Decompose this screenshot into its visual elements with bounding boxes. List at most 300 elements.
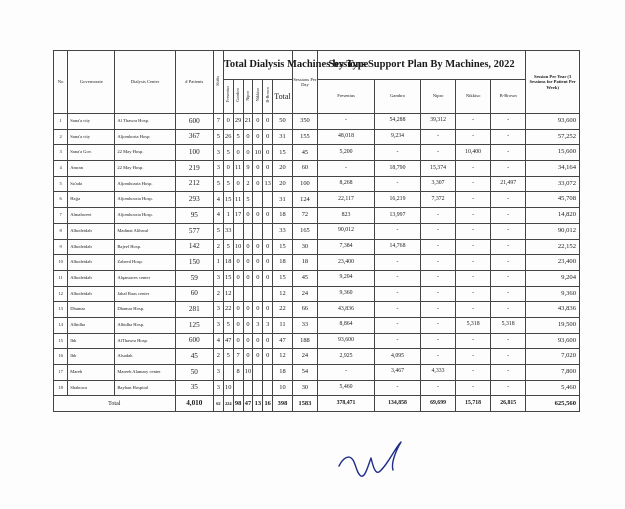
row-sessions-per-year: 23,400 (526, 255, 580, 271)
row-no: 1 (54, 114, 68, 130)
row-governorate: Hajja (68, 192, 115, 208)
row-machine-nikkiso: 10 (253, 145, 263, 161)
row-patients: 45 (175, 349, 213, 365)
row-shifts: 3 (213, 317, 223, 333)
row-machine-gambro: 0 (233, 333, 243, 349)
row-shifts: 3 (213, 145, 223, 161)
row-sessions-per-year: 43,836 (526, 302, 580, 318)
row-machine-fresenius (223, 365, 233, 381)
header-sessions-nipro: Nipro (421, 80, 456, 114)
row-machine-bbrown: 0 (263, 145, 273, 161)
row-sessions-nikkiso: - (456, 114, 491, 130)
table-row (54, 317, 580, 333)
totals-machine-fresenius: 224 (223, 396, 233, 412)
row-machine-bbrown (263, 286, 273, 302)
row-center: Al Thawra Hosp. (115, 114, 175, 130)
row-sessions-bbrown: - (491, 208, 526, 224)
row-sessions-fresenius: 9,204 (318, 270, 375, 286)
row-governorate: Alhodeidah (68, 223, 115, 239)
row-machines-total: 20 (273, 161, 293, 177)
header-sessions-bbrown: B-Brown (491, 80, 526, 114)
row-sessions-nikkiso: - (456, 349, 491, 365)
row-machine-bbrown: 0 (263, 161, 273, 177)
row-sessions-gambro: 18,790 (375, 161, 421, 177)
row-machines-total: 15 (273, 270, 293, 286)
row-sessions-gambro: 54,288 (375, 114, 421, 130)
row-machine-nipro: 9 (243, 161, 253, 177)
row-machine-nikkiso: 0 (253, 161, 263, 177)
row-sessions-nipro: 4,333 (421, 365, 456, 381)
row-no: 11 (54, 270, 68, 286)
row-machine-fresenius: 5 (223, 176, 233, 192)
totals-sessions-per-day: 1583 (292, 396, 317, 412)
row-machine-bbrown (263, 380, 273, 396)
row-patients: 219 (175, 161, 213, 177)
row-sessions-nikkiso: - (456, 255, 491, 271)
row-sessions-per-year: 93,600 (526, 333, 580, 349)
row-machine-bbrown: 13 (263, 176, 273, 192)
row-machine-fresenius: 10 (223, 380, 233, 396)
row-machine-bbrown: 3 (263, 317, 273, 333)
header-machine-nikkiso: Nikkiso (253, 80, 263, 114)
row-machines-total: 50 (273, 114, 293, 130)
row-sessions-fresenius: - (318, 114, 375, 130)
row-patients: 367 (175, 129, 213, 145)
row-machine-gambro: 5 (233, 129, 243, 145)
row-sessions-nikkiso: - (456, 380, 491, 396)
header-machines-total: Total (273, 80, 293, 114)
row-sessions-nikkiso: - (456, 302, 491, 318)
row-machines-total: 18 (273, 255, 293, 271)
row-governorate: Alhodeidah (68, 270, 115, 286)
row-machine-gambro: 0 (233, 270, 243, 286)
row-sessions-per-year: 19,500 (526, 317, 580, 333)
row-machine-gambro: 11 (233, 161, 243, 177)
row-sessions-bbrown: - (491, 145, 526, 161)
row-machine-fresenius: 5 (223, 317, 233, 333)
row-machines-total: 18 (273, 365, 293, 381)
row-sessions-gambro: 4,095 (375, 349, 421, 365)
row-sessions-fresenius: 2,925 (318, 349, 375, 365)
row-machine-nikkiso: 0 (253, 114, 263, 130)
row-center: Aljomhooria Hosp. (115, 208, 175, 224)
row-no: 12 (54, 286, 68, 302)
row-center: 22 May Hosp. (115, 145, 175, 161)
row-machine-fresenius: 47 (223, 333, 233, 349)
row-machine-bbrown: 0 (263, 129, 273, 145)
row-sessions-per-year: 93,600 (526, 114, 580, 130)
header-machine-bbrown: B-Brown (263, 80, 273, 114)
row-sessions-fresenius: 48,018 (318, 129, 375, 145)
table-row (54, 161, 580, 177)
row-sessions-per-day: 72 (292, 208, 317, 224)
row-no: 7 (54, 208, 68, 224)
row-machine-nipro (243, 223, 253, 239)
row-machines-total: 47 (273, 333, 293, 349)
table-row (54, 286, 580, 302)
row-machine-gambro: 0 (233, 145, 243, 161)
row-sessions-per-year: 7,020 (526, 349, 580, 365)
row-sessions-per-day: 188 (292, 333, 317, 349)
row-patients: 600 (175, 114, 213, 130)
header-sessions-gambro: Gambro (375, 80, 421, 114)
row-sessions-nipro: - (421, 270, 456, 286)
row-sessions-per-day: 54 (292, 365, 317, 381)
row-no: 3 (54, 145, 68, 161)
table-row (54, 223, 580, 239)
table-row (54, 255, 580, 271)
row-machine-bbrown: 0 (263, 349, 273, 365)
row-machine-gambro: 0 (233, 317, 243, 333)
row-no: 15 (54, 333, 68, 349)
row-machine-fresenius: 0 (223, 114, 233, 130)
row-sessions-nipro: - (421, 129, 456, 145)
row-sessions-nipro: - (421, 349, 456, 365)
row-machine-bbrown (263, 365, 273, 381)
row-machine-nikkiso: 0 (253, 129, 263, 145)
row-machine-fresenius: 5 (223, 349, 233, 365)
row-sessions-nipro: 7,372 (421, 192, 456, 208)
row-shifts: 2 (213, 349, 223, 365)
row-sessions-nipro: - (421, 208, 456, 224)
row-machine-gambro: 0 (233, 302, 243, 318)
row-machines-total: 10 (273, 380, 293, 396)
row-sessions-nikkiso: - (456, 161, 491, 177)
row-machine-fresenius: 1 (223, 208, 233, 224)
row-machine-nipro: 5 (243, 192, 253, 208)
row-sessions-gambro: 3,467 (375, 365, 421, 381)
row-machine-bbrown (263, 192, 273, 208)
row-sessions-per-year: 9,204 (526, 270, 580, 286)
row-sessions-nipro: - (421, 302, 456, 318)
row-no: 2 (54, 129, 68, 145)
row-patients: 212 (175, 176, 213, 192)
row-sessions-nipro: 3,307 (421, 176, 456, 192)
row-shifts: 5 (213, 129, 223, 145)
row-machine-nipro: 0 (243, 270, 253, 286)
row-machine-gambro (233, 380, 243, 396)
row-sessions-per-year: 5,460 (526, 380, 580, 396)
totals-machine-bbrown: 16 (263, 396, 273, 412)
row-center: Aljomhooria Hosp. (115, 192, 175, 208)
row-governorate: Sa'ada (68, 176, 115, 192)
row-machine-nikkiso: 0 (253, 349, 263, 365)
row-sessions-bbrown: - (491, 380, 526, 396)
header-shifts: Shifts (213, 51, 223, 114)
totals-sessions-nikkiso: 15,718 (456, 396, 491, 412)
row-sessions-nikkiso: - (456, 223, 491, 239)
row-machines-total: 12 (273, 349, 293, 365)
row-no: 5 (54, 176, 68, 192)
row-machines-total: 20 (273, 176, 293, 192)
row-no: 4 (54, 161, 68, 177)
table-row (54, 365, 580, 381)
row-governorate: Almahweet (68, 208, 115, 224)
row-sessions-bbrown: 21,497 (491, 176, 526, 192)
row-sessions-bbrown: - (491, 302, 526, 318)
row-sessions-nikkiso: - (456, 176, 491, 192)
row-sessions-gambro: - (375, 176, 421, 192)
row-machine-nikkiso: 0 (253, 255, 263, 271)
row-machine-nipro: 0 (243, 333, 253, 349)
row-sessions-fresenius: 8,864 (318, 317, 375, 333)
row-sessions-per-day: 350 (292, 114, 317, 130)
row-sessions-nikkiso: - (456, 129, 491, 145)
row-machine-nipro (243, 286, 253, 302)
row-center: Bajeel Hosp. (115, 239, 175, 255)
row-sessions-per-year: 7,800 (526, 365, 580, 381)
row-sessions-fresenius: 90,012 (318, 223, 375, 239)
row-machine-nipro: 0 (243, 317, 253, 333)
row-sessions-per-year: 45,708 (526, 192, 580, 208)
row-sessions-nipro: 39,312 (421, 114, 456, 130)
row-sessions-gambro: - (375, 380, 421, 396)
row-center: AlThawra Hosp. (115, 333, 175, 349)
row-governorate: Alhodeidah (68, 239, 115, 255)
row-sessions-nikkiso: - (456, 192, 491, 208)
row-machine-fresenius: 33 (223, 223, 233, 239)
row-no: 8 (54, 223, 68, 239)
row-patients: 35 (175, 380, 213, 396)
row-sessions-fresenius: - (318, 161, 375, 177)
row-sessions-bbrown: - (491, 114, 526, 130)
row-governorate: Alhodeidah (68, 255, 115, 271)
row-no: 13 (54, 302, 68, 318)
totals-sessions-nipro: 69,699 (421, 396, 456, 412)
row-machine-fresenius: 0 (223, 161, 233, 177)
row-sessions-per-day: 45 (292, 270, 317, 286)
row-governorate: Ibb (68, 333, 115, 349)
row-machines-total: 31 (273, 192, 293, 208)
row-machine-nipro: 0 (243, 239, 253, 255)
row-sessions-nikkiso: 10,400 (456, 145, 491, 161)
row-machines-total: 31 (273, 129, 293, 145)
header-machine-nipro: Nipro (243, 80, 253, 114)
row-no: 16 (54, 349, 68, 365)
row-sessions-gambro: 16,219 (375, 192, 421, 208)
header-machine-gambro: Gambro (233, 80, 243, 114)
row-sessions-gambro: - (375, 270, 421, 286)
row-machine-gambro (233, 223, 243, 239)
row-machine-nipro: 0 (243, 302, 253, 318)
table-row (54, 302, 580, 318)
row-patients: 150 (175, 255, 213, 271)
row-sessions-fresenius: 5,200 (318, 145, 375, 161)
row-no: 9 (54, 239, 68, 255)
row-machine-nikkiso: 0 (253, 302, 263, 318)
row-sessions-bbrown: - (491, 239, 526, 255)
row-machine-nikkiso: 0 (253, 270, 263, 286)
row-sessions-per-day: 24 (292, 349, 317, 365)
header-governorate: Governorate (68, 51, 115, 114)
row-center: Jabal Raas center (115, 286, 175, 302)
row-sessions-gambro: 9,234 (375, 129, 421, 145)
row-governorate: Albidha (68, 317, 115, 333)
row-sessions-gambro: - (375, 286, 421, 302)
row-sessions-nikkiso: - (456, 365, 491, 381)
row-machine-fresenius: 22 (223, 302, 233, 318)
row-shifts: 3 (213, 270, 223, 286)
row-machine-bbrown: 0 (263, 302, 273, 318)
row-machine-nikkiso (253, 380, 263, 396)
row-patients: 50 (175, 365, 213, 381)
row-sessions-bbrown: - (491, 270, 526, 286)
row-machine-nipro: 10 (243, 365, 253, 381)
row-machine-nipro: 0 (243, 255, 253, 271)
row-sessions-per-year: 9,360 (526, 286, 580, 302)
dialysis-sessions-table (53, 50, 580, 412)
row-machine-fresenius: 15 (223, 192, 233, 208)
row-machine-bbrown (263, 223, 273, 239)
totals-sessions-fresenius: 378,471 (318, 396, 375, 412)
row-sessions-fresenius: 823 (318, 208, 375, 224)
row-shifts: 4 (213, 208, 223, 224)
row-machine-nikkiso (253, 223, 263, 239)
row-machine-nipro: 0 (243, 349, 253, 365)
row-sessions-nipro: 15,374 (421, 161, 456, 177)
header-sessions-fresenius: Fresenius (318, 80, 375, 114)
row-sessions-gambro: 14,768 (375, 239, 421, 255)
row-machine-bbrown: 0 (263, 239, 273, 255)
row-machine-nikkiso (253, 365, 263, 381)
row-patients: 293 (175, 192, 213, 208)
row-machine-bbrown: 0 (263, 333, 273, 349)
signature-graphic (335, 436, 425, 486)
row-patients: 125 (175, 317, 213, 333)
table-row (54, 349, 580, 365)
row-machine-nipro: 0 (243, 208, 253, 224)
row-sessions-per-year: 14,820 (526, 208, 580, 224)
row-sessions-per-year: 57,252 (526, 129, 580, 145)
row-no: 18 (54, 380, 68, 396)
row-machine-gambro: 29 (233, 114, 243, 130)
row-machine-nipro: 0 (243, 129, 253, 145)
row-sessions-bbrown: 5,318 (491, 317, 526, 333)
row-shifts: 3 (213, 365, 223, 381)
row-sessions-bbrown: - (491, 349, 526, 365)
row-shifts: 7 (213, 114, 223, 130)
row-machine-gambro: 0 (233, 255, 243, 271)
row-sessions-per-day: 165 (292, 223, 317, 239)
row-sessions-fresenius: 9,360 (318, 286, 375, 302)
row-sessions-per-day: 30 (292, 239, 317, 255)
row-sessions-gambro: - (375, 333, 421, 349)
row-machine-nipro: 2 (243, 176, 253, 192)
row-shifts: 5 (213, 223, 223, 239)
row-machine-gambro: 17 (233, 208, 243, 224)
row-center: Aljomhoria Hosp. (115, 129, 175, 145)
row-machines-total: 33 (273, 223, 293, 239)
row-machine-nikkiso (253, 286, 263, 302)
row-machine-bbrown: 0 (263, 114, 273, 130)
row-sessions-per-day: 24 (292, 286, 317, 302)
row-sessions-per-year: 22,152 (526, 239, 580, 255)
row-sessions-fresenius: 93,600 (318, 333, 375, 349)
header-sessions-per-year: Session Per Year (3 Sessions for Patient Per Week) (526, 51, 580, 114)
row-shifts: 4 (213, 192, 223, 208)
row-machine-nikkiso: 0 (253, 239, 263, 255)
row-machines-total: 15 (273, 145, 293, 161)
row-governorate: Sana'a Gov. (68, 145, 115, 161)
row-sessions-nikkiso: - (456, 270, 491, 286)
row-sessions-per-day: 30 (292, 380, 317, 396)
row-sessions-per-year: 34,164 (526, 161, 580, 177)
table-row (54, 208, 580, 224)
row-machine-nikkiso: 0 (253, 208, 263, 224)
table-row (54, 129, 580, 145)
header-no: No (54, 51, 68, 114)
totals-patients: 4,010 (175, 396, 213, 412)
row-patients: 281 (175, 302, 213, 318)
row-patients: 577 (175, 223, 213, 239)
row-shifts: 5 (213, 176, 223, 192)
row-machines-total: 22 (273, 302, 293, 318)
row-machine-nikkiso: 3 (253, 317, 263, 333)
row-center: Mareeb Alamary center (115, 365, 175, 381)
row-machines-total: 18 (273, 208, 293, 224)
table-row (54, 114, 580, 130)
row-sessions-per-year: 90,012 (526, 223, 580, 239)
row-sessions-nipro: - (421, 317, 456, 333)
row-shifts: 3 (213, 380, 223, 396)
row-center: Dhamar Hosp. (115, 302, 175, 318)
totals-machine-nipro: 47 (243, 396, 253, 412)
row-sessions-per-day: 18 (292, 255, 317, 271)
row-governorate: Ibb (68, 349, 115, 365)
totals-machines: 398 (273, 396, 293, 412)
table-row (54, 239, 580, 255)
totals-machine-nikkiso: 13 (253, 396, 263, 412)
row-sessions-per-day: 60 (292, 161, 317, 177)
row-machines-total: 15 (273, 239, 293, 255)
row-sessions-gambro: - (375, 255, 421, 271)
header-machines-title: Total Dialysis Machines by Type (223, 51, 292, 80)
row-patients: 600 (175, 333, 213, 349)
row-shifts: 3 (213, 302, 223, 318)
row-shifts: 4 (213, 333, 223, 349)
row-sessions-nikkiso: - (456, 239, 491, 255)
row-center: Madinat Althwal (115, 223, 175, 239)
row-machine-bbrown: 0 (263, 208, 273, 224)
header-center: Dialysis Center (115, 51, 175, 114)
row-center: Albidha Hosp. (115, 317, 175, 333)
row-shifts: 2 (213, 286, 223, 302)
totals-row (54, 396, 580, 412)
row-sessions-fresenius: 8,268 (318, 176, 375, 192)
row-machine-fresenius: 5 (223, 145, 233, 161)
row-sessions-per-year: 33,072 (526, 176, 580, 192)
row-sessions-gambro: - (375, 317, 421, 333)
row-machine-fresenius: 5 (223, 239, 233, 255)
row-sessions-fresenius: 7,384 (318, 239, 375, 255)
row-no: 14 (54, 317, 68, 333)
row-machine-fresenius: 18 (223, 255, 233, 271)
row-sessions-fresenius: 23,400 (318, 255, 375, 271)
row-sessions-nipro: - (421, 239, 456, 255)
row-patients: 95 (175, 208, 213, 224)
row-machine-gambro: 7 (233, 349, 243, 365)
row-sessions-bbrown: - (491, 286, 526, 302)
row-center: Alqanawes center (115, 270, 175, 286)
row-sessions-nipro: - (421, 145, 456, 161)
row-no: 10 (54, 255, 68, 271)
totals-sessions-bbrown: 26,815 (491, 396, 526, 412)
row-sessions-per-day: 66 (292, 302, 317, 318)
row-machine-fresenius: 26 (223, 129, 233, 145)
row-patients: 60 (175, 286, 213, 302)
row-governorate: Dhamar (68, 302, 115, 318)
row-sessions-gambro: - (375, 145, 421, 161)
